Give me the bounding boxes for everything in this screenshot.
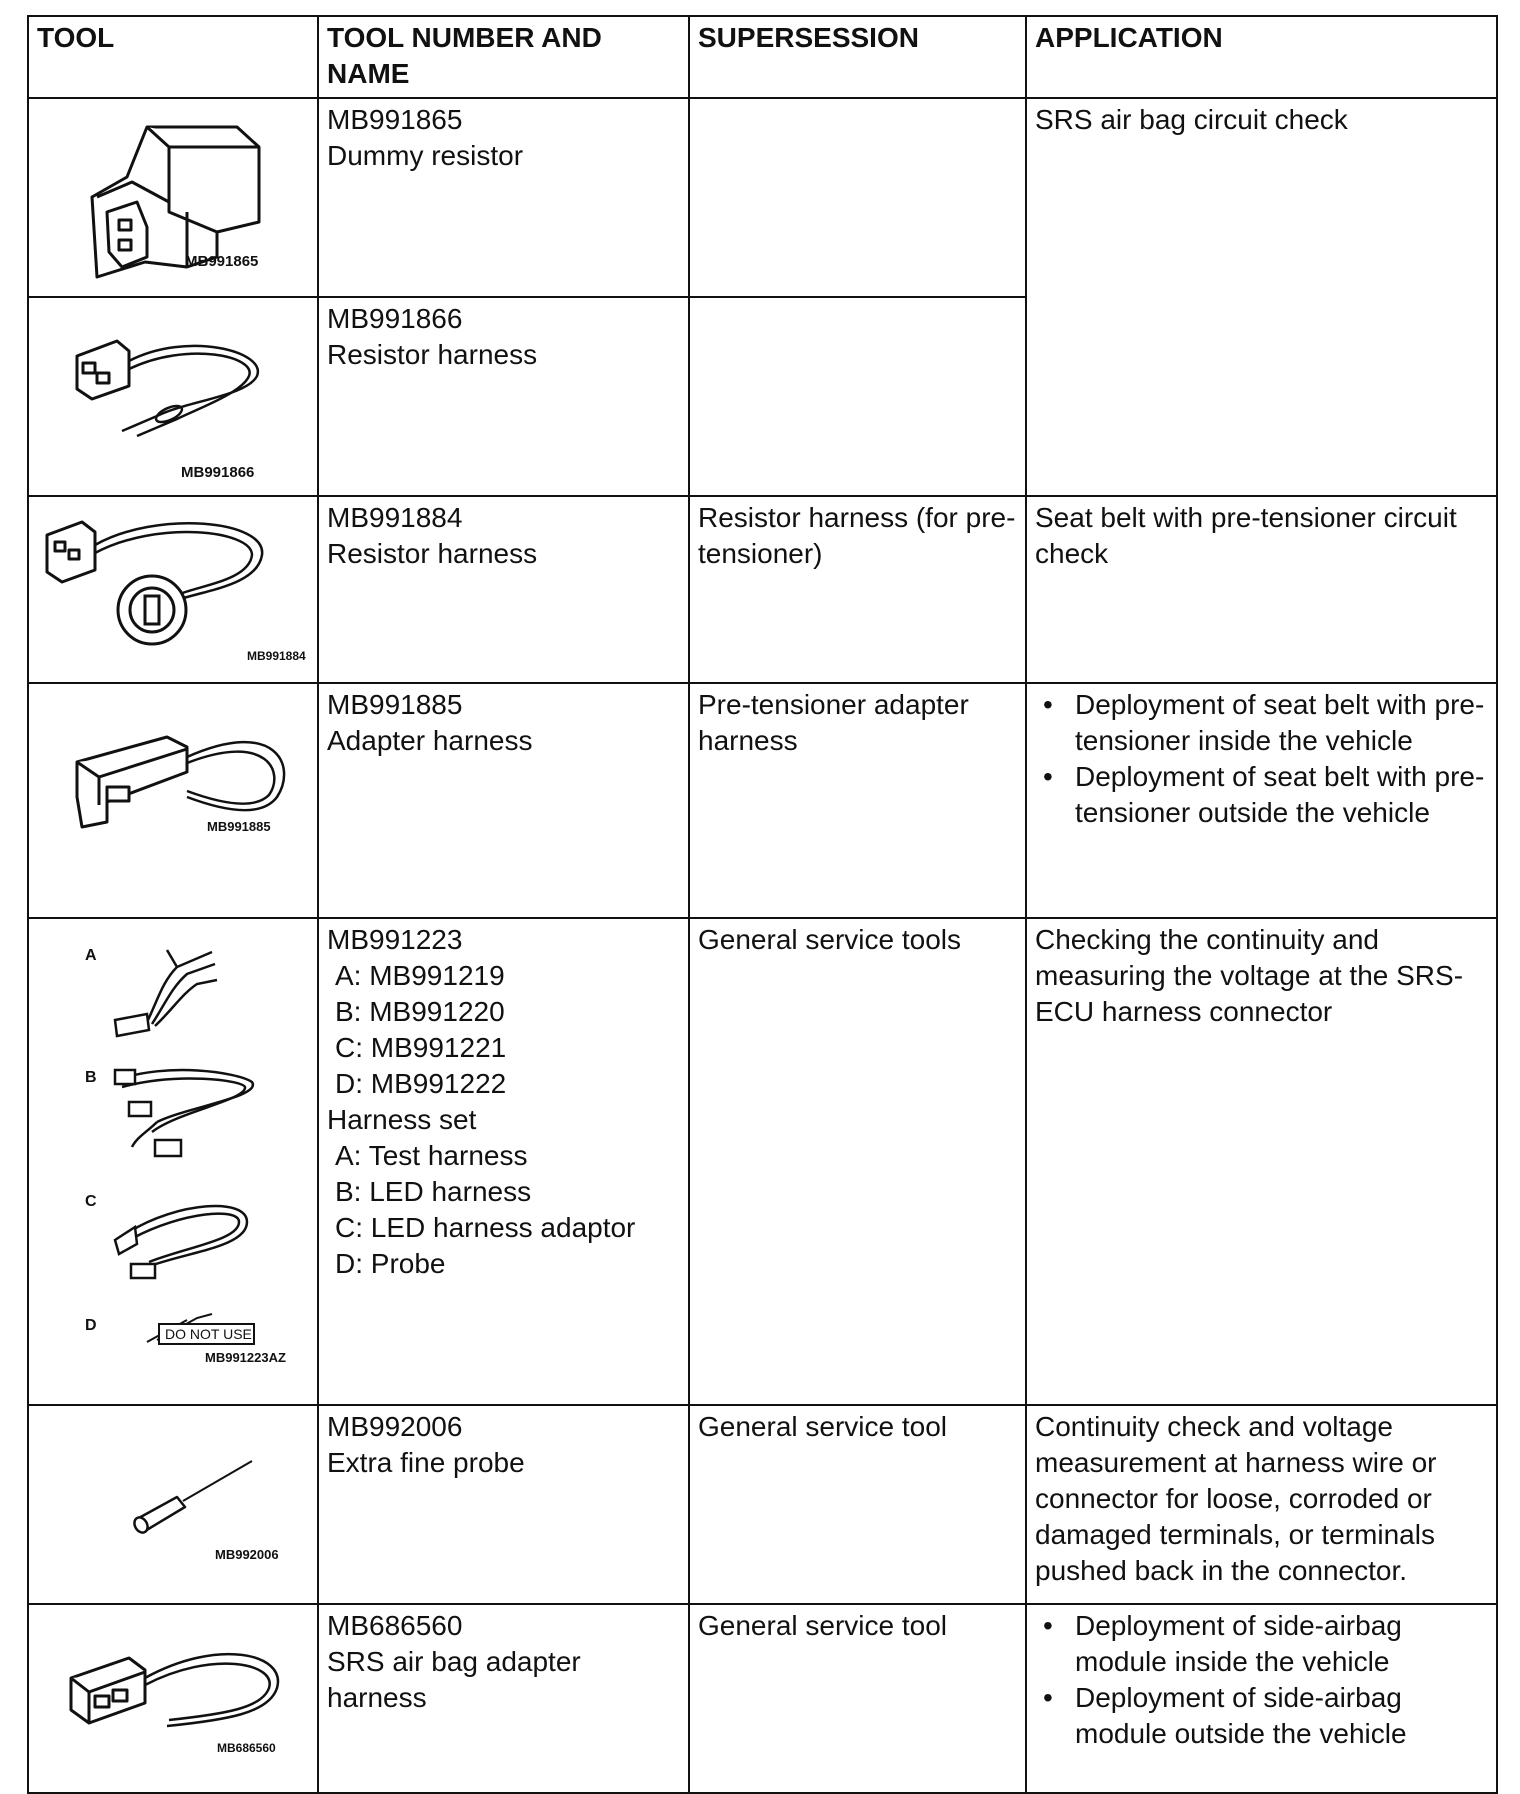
- tool-number: MB686560: [327, 1610, 463, 1641]
- supersession-cell: General service tools: [689, 918, 1026, 1405]
- header-tool-number-and-name: TOOL NUMBER AND NAME: [318, 16, 689, 98]
- list-item: • Deployment of seat belt with pre-tensioner outside the vehicle: [1075, 759, 1488, 831]
- supersession-cell: [689, 98, 1026, 297]
- part-label: C: [85, 1193, 97, 1210]
- srs-air-bag-adapter-harness-illustration: [37, 1608, 325, 1788]
- application-cell: Checking the continuity and measuring the voltage at the SRS-ECU harness connector: [1026, 918, 1497, 1405]
- resistor-harness-illustration: [37, 301, 325, 491]
- adapter-harness-illustration: [37, 687, 325, 913]
- tool-image-cell: [28, 496, 318, 683]
- part-name: D: Probe: [335, 1248, 446, 1279]
- part-name: C: LED harness adaptor: [335, 1212, 636, 1243]
- tool-caption: MB991884: [247, 649, 306, 663]
- header-tool: TOOL: [28, 16, 318, 98]
- part-number: D: MB991222: [335, 1068, 507, 1099]
- header-application: APPLICATION: [1026, 16, 1497, 98]
- list-item: • Deployment of seat belt with pre-tensioner inside the vehicle: [1075, 687, 1488, 759]
- part-number: B: MB991220: [335, 996, 505, 1027]
- tool-image-cell: [28, 297, 318, 496]
- supersession-cell: General service tool: [689, 1405, 1026, 1604]
- supersession-cell: [689, 297, 1026, 496]
- application-cell: Seat belt with pre-tensioner circuit check: [1026, 496, 1497, 683]
- tool-number: MB991223: [327, 924, 463, 955]
- part-number: A: MB991219: [335, 960, 505, 991]
- tool-image-cell: [28, 1604, 318, 1793]
- table-row: [28, 98, 1497, 297]
- tool-name: Resistor harness: [327, 538, 538, 569]
- table-row: [28, 496, 1497, 683]
- tool-image-cell: [28, 98, 318, 297]
- extra-fine-probe-illustration: [37, 1409, 325, 1599]
- table-row: [28, 918, 1497, 1405]
- tool-number-name-cell: [318, 1604, 689, 1793]
- table-row: [28, 683, 1497, 918]
- supersession-cell: Resistor harness (for pre-tensioner): [689, 496, 1026, 683]
- application-list: [1035, 1608, 1488, 1752]
- part-label: B: [85, 1069, 97, 1086]
- special-tools-table: [27, 15, 1498, 1794]
- tool-number-name-cell: [318, 297, 689, 496]
- part-label: D: [85, 1317, 97, 1334]
- tool-number: MB991884: [327, 502, 463, 533]
- dummy-resistor-illustration: [37, 102, 325, 292]
- header-supersession: SUPERSESSION: [689, 16, 1026, 98]
- application-list: [1035, 687, 1488, 831]
- tool-caption: MB991865: [185, 253, 259, 270]
- tool-number-name-cell: [318, 683, 689, 918]
- tool-number: MB992006: [327, 1411, 463, 1442]
- supersession-cell: Pre-tensioner adapter harness: [689, 683, 1026, 918]
- tool-name: Harness set: [327, 1104, 477, 1135]
- list-item: • Deployment of side-airbag module inside the vehicle: [1075, 1608, 1488, 1680]
- resistor-harness-pretensioner-illustration: [37, 500, 325, 678]
- header-row: [28, 16, 1497, 98]
- tool-number-name-cell: [318, 496, 689, 683]
- tool-name: SRS air bag adapter harness: [327, 1646, 581, 1713]
- tool-number-name-cell: [318, 1405, 689, 1604]
- table-row: [28, 1405, 1497, 1604]
- tool-caption: MB991223AZ: [205, 1350, 286, 1365]
- tool-number: MB991865: [327, 104, 463, 135]
- table-row: [28, 1604, 1497, 1793]
- tool-number-name-cell: [318, 918, 689, 1405]
- part-name: B: LED harness: [335, 1176, 532, 1207]
- tool-caption: MB992006: [215, 1547, 279, 1562]
- tool-name: Extra fine probe: [327, 1447, 525, 1478]
- tool-name: Resistor harness: [327, 339, 538, 370]
- application-cell: [1026, 1604, 1497, 1793]
- do-not-use-stamp: [159, 1324, 254, 1344]
- part-number: C: MB991221: [335, 1032, 507, 1063]
- part-name: A: Test harness: [335, 1140, 528, 1171]
- application-cell: Continuity check and voltage measurement at harness wire or connector for loose, corroded or damaged terminals, or terminals pushed back in the connector.: [1026, 1405, 1497, 1604]
- supersession-cell: General service tool: [689, 1604, 1026, 1793]
- tool-number: MB991866: [327, 303, 463, 334]
- tool-image-cell: [28, 683, 318, 918]
- tool-number-name-cell: [318, 98, 689, 297]
- harness-set-illustration: [37, 922, 325, 1400]
- application-cell: [1026, 683, 1497, 918]
- tool-number: MB991885: [327, 689, 463, 720]
- application-cell: SRS air bag circuit check: [1026, 98, 1497, 496]
- tool-caption: MB686560: [217, 1741, 276, 1755]
- tool-image-cell: [28, 918, 318, 1405]
- list-item: • Deployment of side-airbag module outside the vehicle: [1075, 1680, 1488, 1752]
- part-label: A: [85, 947, 97, 964]
- tool-name: Dummy resistor: [327, 140, 524, 171]
- tool-caption: MB991885: [207, 819, 271, 834]
- tool-caption: MB991866: [181, 464, 255, 481]
- tool-image-cell: [28, 1405, 318, 1604]
- svg-text:DO NOT USE: DO NOT USE: [165, 1326, 252, 1342]
- tool-name: Adapter harness: [327, 725, 533, 756]
